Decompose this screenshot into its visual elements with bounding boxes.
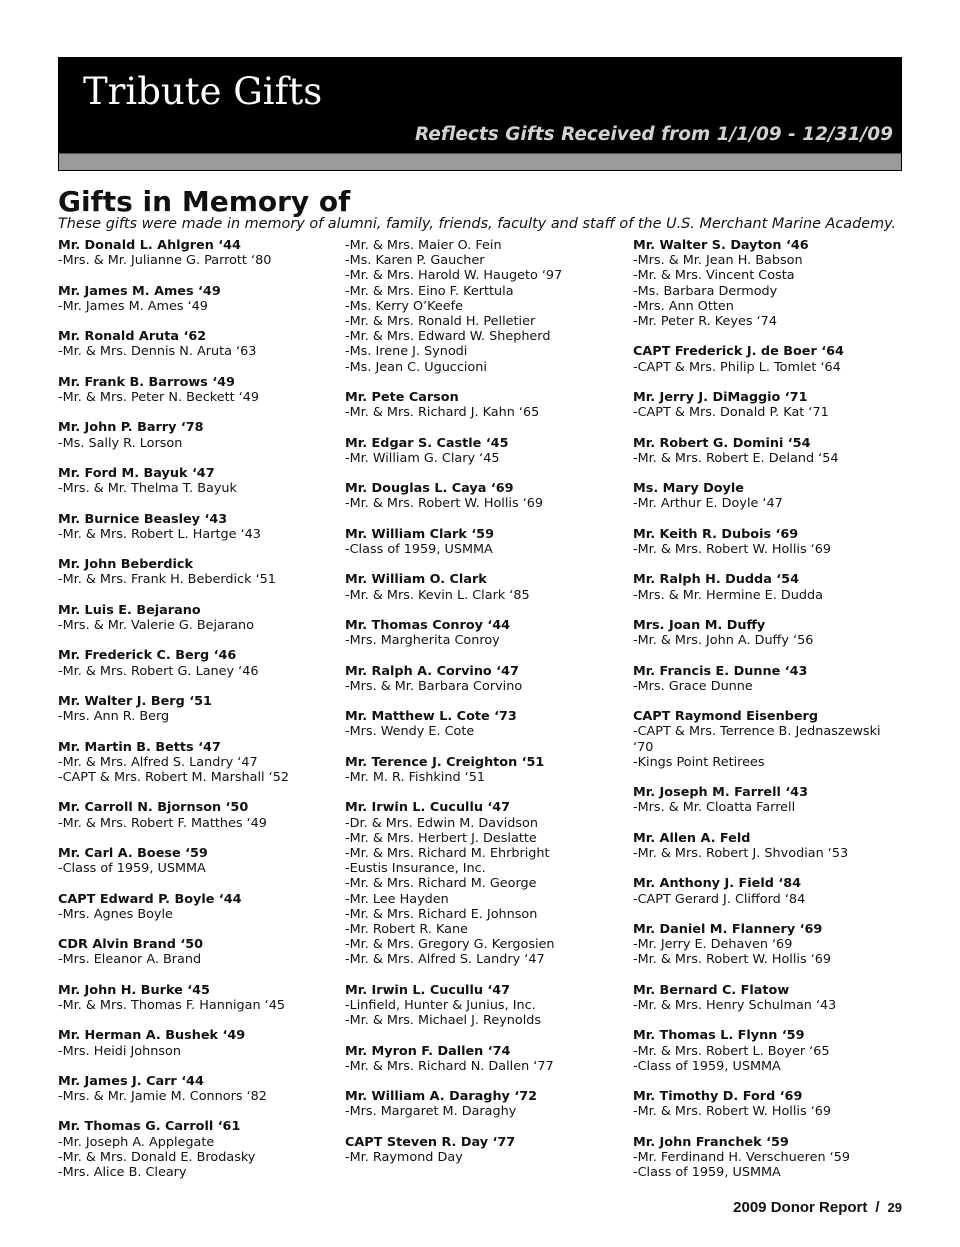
memorial-entry	[633, 618, 903, 648]
donor-name: -Mr. M. R. Fishkind ‘51	[345, 769, 486, 785]
memorial-entry	[633, 876, 903, 906]
memorial-entry	[58, 1119, 338, 1180]
memorial-entry	[58, 1074, 338, 1104]
honoree-name: Mr. John Franchek ‘59	[633, 1134, 789, 1150]
memorial-entry	[633, 785, 903, 815]
memorial-entry	[58, 557, 338, 587]
honoree-name: Mr. Thomas G. Carroll ‘61	[58, 1119, 241, 1135]
donor-name: -Mr. & Mrs. Dennis N. Aruta ‘63	[58, 344, 257, 360]
memorial-entry	[58, 238, 338, 268]
memorial-entry	[633, 922, 903, 968]
memorial-entry	[58, 284, 338, 314]
donor-name: -Mr. Arthur E. Doyle ‘47	[633, 496, 783, 512]
honoree-name: Mr. John P. Barry ‘78	[58, 420, 204, 436]
honoree-name: Mr. Irwin L. Cucullu ‘47	[345, 800, 511, 816]
honoree-name: Mr. Walter J. Berg ‘51	[58, 693, 212, 709]
honoree-name: Mr. John Beberdick	[58, 557, 193, 573]
honoree-name: Mr. Luis E. Bejarano	[58, 602, 201, 618]
donor-name: -Mr. Lee Hayden	[345, 891, 449, 907]
donor-name: -Mrs. Alice B. Cleary	[58, 1165, 187, 1181]
memorial-entry	[345, 664, 625, 694]
donor-name: -Mr. & Mrs. Richard N. Dallen ‘77	[345, 1058, 554, 1074]
banner-subtitle: Reflects Gifts Received from 1/1/09 - 12/31/09	[414, 124, 893, 145]
donor-name: -Ms. Barbara Dermody	[633, 283, 778, 299]
honoree-name: Mr. James J. Carr ‘44	[58, 1073, 204, 1089]
donor-name: -Mrs. & Mr. Jean H. Babson	[633, 253, 803, 269]
honoree-name: Mr. Allen A. Feld	[633, 830, 751, 846]
donor-name: -Ms. Sally R. Lorson	[58, 435, 183, 451]
donor-name: -Mr. & Mrs. Robert L. Boyer ‘65	[633, 1043, 830, 1059]
donor-name: -Mr. & Mrs. Michael J. Reynolds	[345, 1013, 542, 1029]
honoree-name: Mr. Ford M. Bayuk ‘47	[58, 465, 215, 481]
donor-name: -Mr. Jerry E. Dehaven ‘69	[633, 937, 793, 953]
donor-name: -Mr. & Mrs. Maier O. Fein	[345, 238, 502, 253]
memorial-entry	[345, 1089, 625, 1119]
donor-name: -Mr. & Mrs. Henry Schulman ‘43	[633, 997, 837, 1013]
memorial-entry	[345, 527, 625, 557]
memorial-entry	[345, 436, 625, 466]
honoree-name: Ms. Mary Doyle	[633, 481, 744, 497]
donor-name: -Class of 1959, USMMA	[633, 1058, 781, 1074]
honoree-name: Mr. Frank B. Barrows ‘49	[58, 374, 235, 390]
memorial-entry	[633, 1028, 903, 1074]
donor-name: -Mrs. Eleanor A. Brand	[58, 952, 202, 968]
honoree-name: Mr. Jerry J. DiMaggio ‘71	[633, 390, 808, 405]
honoree-name: CAPT Steven R. Day ‘77	[345, 1134, 516, 1150]
honoree-name: Mr. Thomas L. Flynn ‘59	[633, 1028, 805, 1044]
honoree-name: Mr. Ronald Aruta ‘62	[58, 329, 207, 345]
donor-name: -Mr. & Mrs. Richard E. Johnson	[345, 906, 538, 922]
honoree-name: Mr. Keith R. Dubois ‘69	[633, 526, 799, 542]
donor-name: -Mr. & Mrs. Robert E. Deland ‘54	[633, 450, 839, 466]
donor-name: -CAPT & Mrs. Terrence B. Jednaszewski ‘70	[633, 724, 881, 755]
honoree-name: Mr. John H. Burke ‘45	[58, 982, 210, 998]
memorial-entry	[633, 527, 903, 557]
memorial-entry	[633, 664, 903, 694]
memorial-column-1	[58, 238, 338, 1195]
donor-name: -Mr. & Mrs. Robert W. Hollis ‘69	[633, 1104, 832, 1120]
donor-name: -Mrs. & Mr. Thelma T. Bayuk	[58, 481, 237, 497]
memorial-entry	[633, 983, 903, 1013]
donor-name: -Mr. & Mrs. Peter N. Beckett ‘49	[58, 389, 260, 405]
donor-name: -Mr. & Mrs. Donald E. Brodasky	[58, 1149, 256, 1165]
honoree-name: Mrs. Joan M. Duffy	[633, 617, 766, 633]
memorial-entry	[58, 603, 338, 633]
footer-separator: /	[875, 1199, 880, 1216]
memorial-entry	[345, 983, 625, 1029]
donor-name: -Eustis Insurance, Inc.	[345, 861, 486, 877]
memorial-entry	[345, 390, 625, 420]
honoree-name: Mr. Thomas Conroy ‘44	[345, 617, 511, 633]
donor-name: -Linfield, Hunter & Junius, Inc.	[345, 997, 536, 1013]
honoree-name: Mr. Walter S. Dayton ‘46	[633, 238, 809, 253]
honoree-name: Mr. Bernard C. Flatow	[633, 982, 790, 998]
memorial-entry	[345, 618, 625, 648]
donor-name: -Mrs. Heidi Johnson	[58, 1043, 181, 1059]
memorial-entry	[345, 755, 625, 785]
donor-name: -Mrs. & Mr. Jamie M. Connors ‘82	[58, 1089, 267, 1105]
honoree-name: Mr. Irwin L. Cucullu ‘47	[345, 982, 511, 998]
honoree-name: Mr. Douglas L. Caya ‘69	[345, 481, 514, 497]
honoree-name: Mr. Edgar S. Castle ‘45	[345, 435, 509, 451]
donor-name: -Mr. & Mrs. Robert W. Hollis ‘69	[345, 496, 544, 512]
donor-name: -Mr. & Mrs. Alfred S. Landry ‘47	[58, 754, 258, 770]
memorial-entry	[633, 481, 903, 511]
honoree-name: Mr. Anthony J. Field ‘84	[633, 876, 802, 892]
donor-name: -Dr. & Mrs. Edwin M. Davidson	[345, 815, 538, 831]
memorial-entry	[345, 1135, 625, 1165]
memorial-entry	[633, 1135, 903, 1181]
memorial-entry	[345, 481, 625, 511]
honoree-name: Mr. Terence J. Creighton ‘51	[345, 754, 545, 770]
memorial-entry	[58, 846, 338, 876]
donor-name: -CAPT & Mrs. Donald P. Kat ‘71	[633, 405, 829, 421]
honoree-name: Mr. Myron F. Dallen ‘74	[345, 1043, 511, 1059]
honoree-name: CDR Alvin Brand ‘50	[58, 937, 204, 953]
donor-name: -CAPT & Mrs. Robert M. Marshall ‘52	[58, 769, 290, 785]
memorial-entry	[58, 420, 338, 450]
memorial-entry	[345, 1044, 625, 1074]
donor-name: -Mrs. & Mr. Julianne G. Parrott ‘80	[58, 253, 272, 269]
donor-name: -Mr. Raymond Day	[345, 1149, 463, 1165]
memorial-entry	[58, 1028, 338, 1058]
donor-name: -Class of 1959, USMMA	[58, 861, 206, 877]
donor-name: -Mrs. & Mr. Valerie G. Bejarano	[58, 617, 254, 633]
honoree-name: Mr. Frederick C. Berg ‘46	[58, 648, 237, 664]
honoree-name: Mr. Timothy D. Ford ‘69	[633, 1089, 803, 1105]
honoree-name: Mr. Francis E. Dunne ‘43	[633, 663, 808, 679]
donor-name: -Mr. & Mrs. Kevin L. Clark ‘85	[345, 587, 530, 603]
donor-name: -Mrs. & Mr. Barbara Corvino	[345, 678, 523, 694]
donor-name: -Mrs. Grace Dunne	[633, 678, 753, 694]
memorial-entry	[345, 238, 625, 375]
memorial-column-2	[345, 238, 625, 1180]
donor-name: -Mr. James M. Ames ‘49	[58, 298, 208, 314]
memorial-entry	[633, 831, 903, 861]
honoree-name: CAPT Edward P. Boyle ‘44	[58, 891, 242, 907]
donor-name: -Kings Point Retirees	[633, 754, 765, 770]
donor-name: -Mrs. Agnes Boyle	[58, 906, 173, 922]
honoree-name: Mr. Robert G. Domini ‘54	[633, 435, 811, 451]
donor-name: -Mr. & Mrs. Robert W. Hollis ‘69	[633, 541, 832, 557]
memorial-entry	[58, 740, 338, 786]
donor-name: -Mr. Robert R. Kane	[345, 921, 468, 937]
memorial-entry	[633, 344, 903, 374]
donor-name: -Mrs. Ann Otten	[633, 298, 734, 314]
donor-name: -Ms. Jean C. Uguccioni	[345, 359, 487, 375]
donor-name: -Mr. Peter R. Keyes ‘74	[633, 314, 777, 330]
memorial-entry	[345, 572, 625, 602]
honoree-name: Mr. Daniel M. Flannery ‘69	[633, 921, 823, 937]
honoree-name: Mr. Carl A. Boese ‘59	[58, 845, 208, 861]
honoree-name: Mr. Ralph A. Corvino ‘47	[345, 663, 519, 679]
banner-grey-band	[59, 153, 901, 170]
donor-name: -Mrs. Ann R. Berg	[58, 709, 170, 725]
page-number: 29	[887, 1200, 902, 1215]
honoree-name: Mr. Herman A. Bushek ‘49	[58, 1028, 246, 1044]
donor-name: -Mr. & Mrs. Gregory G. Kergosien	[345, 937, 555, 953]
memorial-entry	[58, 329, 338, 359]
honoree-name: Mr. Martin B. Betts ‘47	[58, 739, 221, 755]
donor-name: -Mr. & Mrs. Vincent Costa	[633, 268, 795, 284]
honoree-name: Mr. James M. Ames ‘49	[58, 283, 221, 299]
memorial-entry	[58, 892, 338, 922]
memorial-entry	[58, 466, 338, 496]
honoree-name: Mr. Matthew L. Cote ‘73	[345, 709, 517, 725]
memorial-entry	[633, 572, 903, 602]
honoree-name: Mr. Donald L. Ahlgren ‘44	[58, 238, 241, 253]
donor-name: -Ms. Irene J. Synodi	[345, 344, 468, 360]
donor-name: -Mr. & Mrs. Herbert J. Deslatte	[345, 830, 537, 846]
honoree-name: CAPT Frederick J. de Boer ‘64	[633, 344, 844, 360]
honoree-name: Mr. Carroll N. Bjornson ‘50	[58, 800, 249, 816]
memorial-entry	[633, 1089, 903, 1119]
page-footer	[733, 1199, 902, 1216]
donor-name: -Mr. & Mrs. John A. Duffy ‘56	[633, 633, 814, 649]
memorial-entry	[58, 983, 338, 1013]
honoree-name: Mr. William O. Clark	[345, 572, 487, 588]
memorial-entry	[633, 390, 903, 420]
memorial-entry	[633, 709, 903, 770]
tribute-gifts-banner	[58, 57, 902, 171]
donor-name: -Mr. & Mrs. Frank H. Beberdick ‘51	[58, 572, 276, 588]
donor-name: -Mr. & Mrs. Alfred S. Landry ‘47	[345, 952, 545, 968]
memorial-entry	[58, 375, 338, 405]
donor-name: -Mr. & Mrs. Ronald H. Pelletier	[345, 314, 536, 330]
donor-name: -Mr. William G. Clary ‘45	[345, 450, 500, 466]
honoree-name: Mr. William A. Daraghy ‘72	[345, 1089, 538, 1105]
donor-name: -Mrs. Margherita Conroy	[345, 633, 500, 649]
memorial-entry	[58, 937, 338, 967]
donor-name: -Ms. Kerry O’Keefe	[345, 298, 464, 314]
memorial-entry	[58, 694, 338, 724]
donor-name: -Mr. & Mrs. Robert W. Hollis ‘69	[633, 952, 832, 968]
donor-name: -Mr. & Mrs. Eino F. Kerttula	[345, 283, 514, 299]
donor-name: -Mr. & Mrs. Edward W. Shepherd	[345, 329, 551, 345]
donor-name: -Mr. & Mrs. Thomas F. Hannigan ‘45	[58, 997, 286, 1013]
memorial-entry	[58, 512, 338, 542]
section-heading: Gifts in Memory of	[58, 185, 351, 218]
memorial-entry	[58, 648, 338, 678]
donor-name: -Mrs. Margaret M. Daraghy	[345, 1104, 517, 1120]
memorial-column-3	[633, 238, 903, 1196]
footer-report-title: 2009 Donor Report	[733, 1199, 868, 1216]
honoree-name: Mr. Pete Carson	[345, 390, 459, 406]
section-intro: These gifts were made in memory of alumni, family, friends, faculty and staff of the U.S. Merchant Marine Academy.	[58, 216, 897, 232]
donor-name: -Mr. Joseph A. Applegate	[58, 1134, 215, 1150]
donor-name: -Mr. & Mrs. Richard J. Kahn ‘65	[345, 405, 540, 421]
donor-name: -Mr. & Mrs. Richard M. George	[345, 876, 537, 892]
donor-name: -Class of 1959, USMMA	[345, 542, 493, 557]
honoree-name: Mr. Ralph H. Dudda ‘54	[633, 572, 799, 588]
memorial-entry	[633, 436, 903, 466]
donor-name: -Mrs. Wendy E. Cote	[345, 724, 475, 740]
memorial-entry	[58, 800, 338, 830]
donor-name: -Mr. Ferdinand H. Verschueren ‘59	[633, 1149, 850, 1165]
memorial-entry	[345, 800, 625, 967]
memorial-entry	[633, 238, 903, 329]
donor-name: -Ms. Karen P. Gaucher	[345, 253, 485, 269]
honoree-name: Mr. William Clark ‘59	[345, 526, 494, 542]
donor-name: -CAPT Gerard J. Clifford ‘84	[633, 891, 806, 907]
donor-name: -Mr. & Mrs. Robert F. Matthes ‘49	[58, 815, 267, 831]
honoree-name: CAPT Raymond Eisenberg	[633, 709, 818, 725]
donor-name: -Mr. & Mrs. Robert G. Laney ‘46	[58, 663, 259, 679]
honoree-name: Mr. Burnice Beasley ‘43	[58, 511, 228, 527]
donor-name: -Class of 1959, USMMA	[633, 1165, 781, 1181]
donor-name: -Mrs. & Mr. Cloatta Farrell	[633, 800, 796, 816]
banner-title: Tribute Gifts	[83, 70, 323, 113]
donor-name: -Mr. & Mrs. Robert J. Shvodian ‘53	[633, 845, 849, 861]
donor-name: -Mr. & Mrs. Robert L. Hartge ‘43	[58, 526, 261, 542]
donor-name: -Mrs. & Mr. Hermine E. Dudda	[633, 587, 823, 603]
donor-name: -CAPT & Mrs. Philip L. Tomlet ‘64	[633, 359, 841, 375]
honoree-name: Mr. Joseph M. Farrell ‘43	[633, 785, 808, 801]
memorial-entry	[345, 709, 625, 739]
donor-name: -Mr. & Mrs. Harold W. Haugeto ‘97	[345, 268, 563, 284]
donor-name: -Mr. & Mrs. Richard M. Ehrbright	[345, 845, 550, 861]
